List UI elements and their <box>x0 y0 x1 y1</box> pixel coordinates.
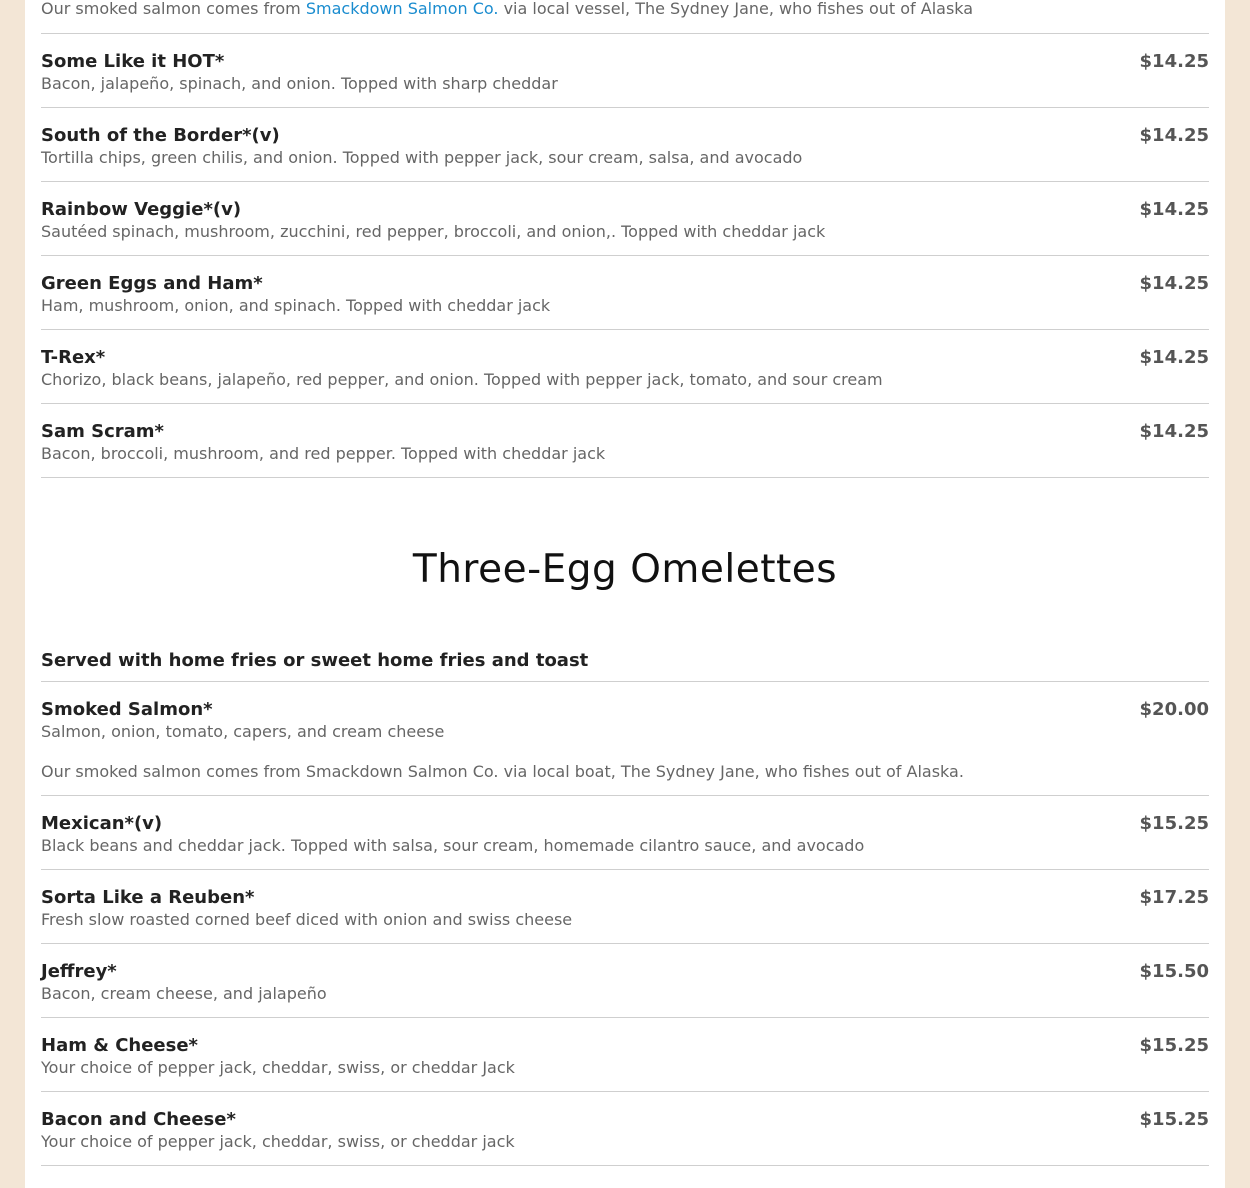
section-title: Three-Egg Omelettes <box>412 547 838 592</box>
item-description: Salmon, onion, tomato, capers, and cream cheese <box>41 722 445 741</box>
item-description: Tortilla chips, green chilis, and onion. Topped with pepper jack, sour cream, salsa, and avocado <box>41 148 803 167</box>
item-name: Green Eggs and Ham* <box>41 273 263 294</box>
omelette-list <box>41 682 1209 1166</box>
scramble-list <box>41 34 1209 478</box>
menu-item <box>41 256 1209 330</box>
item-name: Rainbow Veggie*(v) <box>41 199 242 220</box>
menu-item <box>41 34 1209 108</box>
note-suffix: via local vessel, The Sydney Jane, who fishes out of Alaska <box>498 0 974 18</box>
item-name: Mexican*(v) <box>41 813 163 834</box>
section-subtitle: Served with home fries or sweet home fries and toast <box>41 648 1209 682</box>
item-description: Fresh slow roasted corned beef diced with onion and swiss cheese <box>41 910 573 929</box>
salmon-source-note <box>41 0 1209 34</box>
item-description: Black beans and cheddar jack. Topped with salsa, sour cream, homemade cilantro sauce, and avocado <box>41 836 865 855</box>
item-name: Ham & Cheese* <box>41 1035 198 1056</box>
note-prefix: Our smoked salmon comes from <box>41 0 306 18</box>
item-price: $14.25 <box>1139 273 1209 294</box>
menu-item <box>41 1092 1209 1166</box>
item-note: Our smoked salmon comes from Smackdown Salmon Co. via local boat, The Sydney Jane, who fishes out of Alaska. <box>41 762 964 781</box>
item-price: $14.25 <box>1139 125 1209 146</box>
item-description: Your choice of pepper jack, cheddar, swiss, or cheddar jack <box>41 1132 515 1151</box>
item-price: $14.25 <box>1139 199 1209 220</box>
item-description: Sautéed spinach, mushroom, zucchini, red pepper, broccoli, and onion,. Topped with cheddar jack <box>41 222 826 241</box>
menu-item <box>41 870 1209 944</box>
menu-item <box>41 182 1209 256</box>
menu-item <box>41 796 1209 870</box>
menu-content <box>41 0 1209 1166</box>
item-price: $14.25 <box>1139 421 1209 442</box>
item-description: Chorizo, black beans, jalapeño, red pepper, and onion. Topped with pepper jack, tomato, and sour cream <box>41 370 883 389</box>
item-price: $20.00 <box>1139 699 1209 720</box>
menu-item <box>41 108 1209 182</box>
item-name: Jeffrey* <box>41 961 117 982</box>
item-name: Sam Scram* <box>41 421 164 442</box>
item-name: T-Rex* <box>41 347 106 368</box>
item-price: $17.25 <box>1139 887 1209 908</box>
menu-item-featured <box>41 682 1209 796</box>
menu-page <box>25 0 1225 1188</box>
item-description: Bacon, broccoli, mushroom, and red pepper. Topped with cheddar jack <box>41 444 606 463</box>
item-name: South of the Border*(v) <box>41 125 280 146</box>
item-name: Some Like it HOT* <box>41 51 225 72</box>
item-price: $15.25 <box>1139 813 1209 834</box>
menu-item <box>41 404 1209 478</box>
item-price: $15.50 <box>1139 961 1209 982</box>
item-price: $14.25 <box>1139 347 1209 368</box>
menu-item <box>41 944 1209 1018</box>
item-description: Bacon, cream cheese, and jalapeño <box>41 984 327 1003</box>
item-name: Sorta Like a Reuben* <box>41 887 255 908</box>
item-description: Bacon, jalapeño, spinach, and onion. Topped with sharp cheddar <box>41 74 558 93</box>
item-price: $14.25 <box>1139 51 1209 72</box>
item-price: $15.25 <box>1139 1109 1209 1130</box>
smackdown-salmon-link[interactable]: Smackdown Salmon Co. <box>305 0 499 18</box>
menu-item <box>41 1018 1209 1092</box>
item-description: Ham, mushroom, onion, and spinach. Topped with cheddar jack <box>41 296 551 315</box>
item-price: $15.25 <box>1139 1035 1209 1056</box>
item-name: Bacon and Cheese* <box>41 1109 236 1130</box>
menu-item <box>41 330 1209 404</box>
item-name: Smoked Salmon* <box>41 699 213 720</box>
item-description: Your choice of pepper jack, cheddar, swiss, or cheddar Jack <box>41 1058 515 1077</box>
